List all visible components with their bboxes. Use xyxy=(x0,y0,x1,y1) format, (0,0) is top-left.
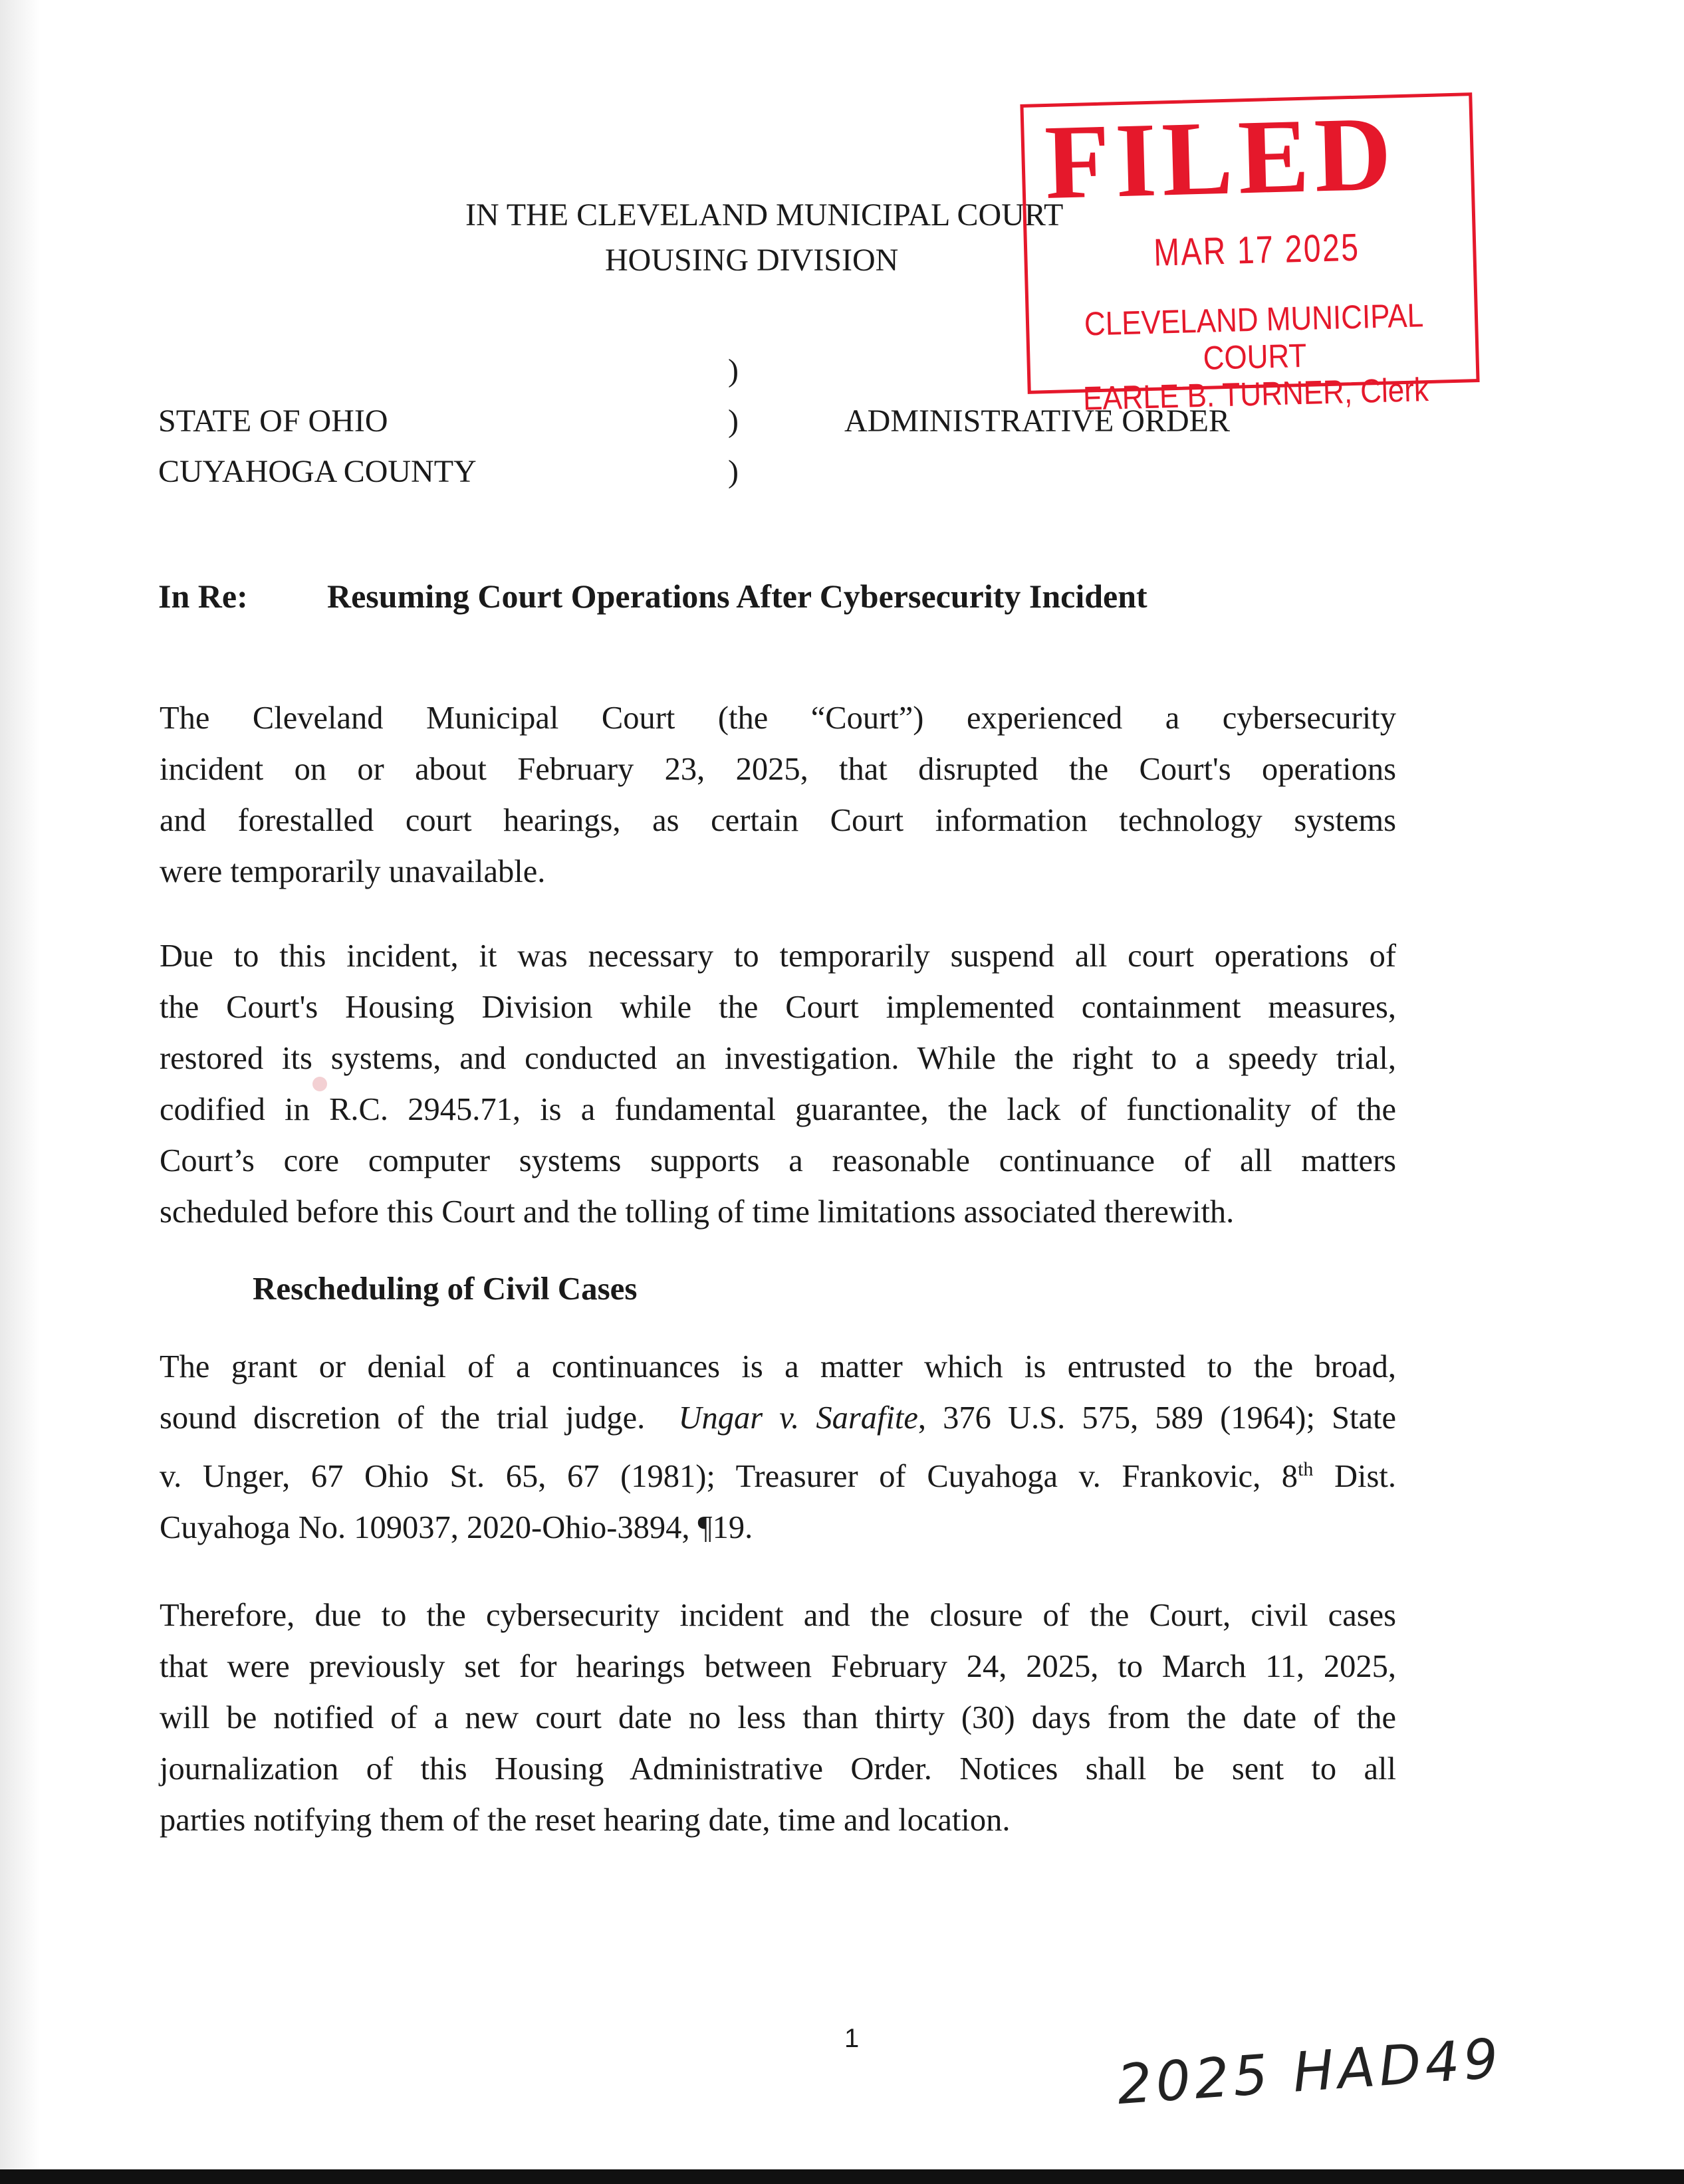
handwritten-case-number: 2025 HAD49 xyxy=(1115,2026,1504,2118)
text-line: The Cleveland Municipal Court (the “Court”) experienced a cybersecurity xyxy=(160,701,1396,736)
text-line: and forestalled court hearings, as certain Court information technology systems xyxy=(160,803,1396,838)
parties-block xyxy=(158,396,477,497)
in-re-title: Resuming Court Operations After Cybersecurity Incident xyxy=(327,578,1147,615)
superscript: th xyxy=(1298,1458,1314,1480)
stamp-court-block xyxy=(1066,296,1443,418)
stamp-clerk-name: EARLE B. TURNER, Clerk xyxy=(1082,371,1429,417)
filed-stamp xyxy=(1020,92,1479,417)
scan-bottom-edge xyxy=(0,2169,1684,2184)
paragraph-4 xyxy=(160,1590,1396,1846)
court-name: IN THE CLEVELAND MUNICIPAL COURT xyxy=(465,197,1064,233)
scan-speck xyxy=(312,1077,327,1091)
state-name: STATE OF OHIO xyxy=(158,403,388,439)
section-heading: Rescheduling of Civil Cases xyxy=(253,1270,638,1307)
paragraph-3 xyxy=(160,1341,1396,1553)
paren: ) xyxy=(728,403,739,439)
text-line: parties notifying them of the reset hearing date, time and location. xyxy=(160,1802,1011,1838)
case-citation: Ungar v. Sarafite xyxy=(678,1400,918,1436)
text-line: journalization of this Housing Administrative Order. Notices shall be sent to all xyxy=(160,1751,1396,1787)
court-division: HOUSING DIVISION xyxy=(605,243,899,278)
scan-shadow xyxy=(0,0,40,2184)
caption-parentheses xyxy=(728,346,739,497)
text-line: Due to this incident, it was necessary to temporarily suspend all court operations of xyxy=(160,938,1396,974)
order-type: ADMINISTRATIVE ORDER xyxy=(844,403,1230,439)
text-line: that were previously set for hearings between February 24, 2025, to March 11, 2025, xyxy=(160,1649,1396,1684)
text-segment: v. Unger, 67 Ohio St. 65, 67 (1981); Treasurer of Cuyahoga v. Frankovic, 8 xyxy=(160,1459,1298,1495)
paragraph-1 xyxy=(160,693,1396,897)
stamp-court-name: CLEVELAND MUNICIPAL COURT xyxy=(1084,296,1424,377)
paren: ) xyxy=(728,454,739,489)
text-line: Cuyahoga No. 109037, 2020-Ohio-3894, ¶19. xyxy=(160,1510,753,1546)
text-line xyxy=(160,1444,1396,1502)
text-line: Therefore, due to the cybersecurity incident and the closure of the Court, civil cases xyxy=(160,1598,1396,1633)
stamp-filed-text: FILED xyxy=(1043,94,1398,221)
paren: ) xyxy=(728,353,739,388)
text-line: incident on or about February 23, 2025, that disrupted the Court's operations xyxy=(160,752,1396,787)
county-name: CUYAHOGA COUNTY xyxy=(158,454,477,489)
text-line: The grant or denial of a continuances is a matter which is entrusted to the broad, xyxy=(160,1349,1396,1384)
text-line: Court’s core computer systems supports a reasonable continuance of all matters xyxy=(160,1143,1396,1178)
text-segment: sound discretion of the trial judge. xyxy=(160,1400,646,1436)
text-line: restored its systems, and conducted an investigation. While the right to a speedy trial, xyxy=(160,1041,1396,1076)
paragraph-2 xyxy=(160,930,1396,1238)
text-line: codified in R.C. 2945.71, is a fundamental guarantee, the lack of functionality of the xyxy=(160,1092,1396,1127)
text-line: the Court's Housing Division while the Court implemented containment measures, xyxy=(160,990,1396,1025)
text-line: will be notified of a new court date no less than thirty (30) days from the date of the xyxy=(160,1700,1396,1735)
stamp-date: MAR 17 2025 xyxy=(1153,225,1361,274)
text-line xyxy=(160,1392,1396,1444)
text-segment: Dist. xyxy=(1313,1459,1396,1495)
in-re-label: In Re: xyxy=(158,578,248,615)
text-line: scheduled before this Court and the tolling of time limitations associated therewith. xyxy=(160,1194,1235,1230)
page-number: 1 xyxy=(844,2024,860,2053)
text-segment: , 376 U.S. 575, 589 (1964); State xyxy=(917,1400,1396,1436)
text-line: were temporarily unavailable. xyxy=(160,854,546,889)
